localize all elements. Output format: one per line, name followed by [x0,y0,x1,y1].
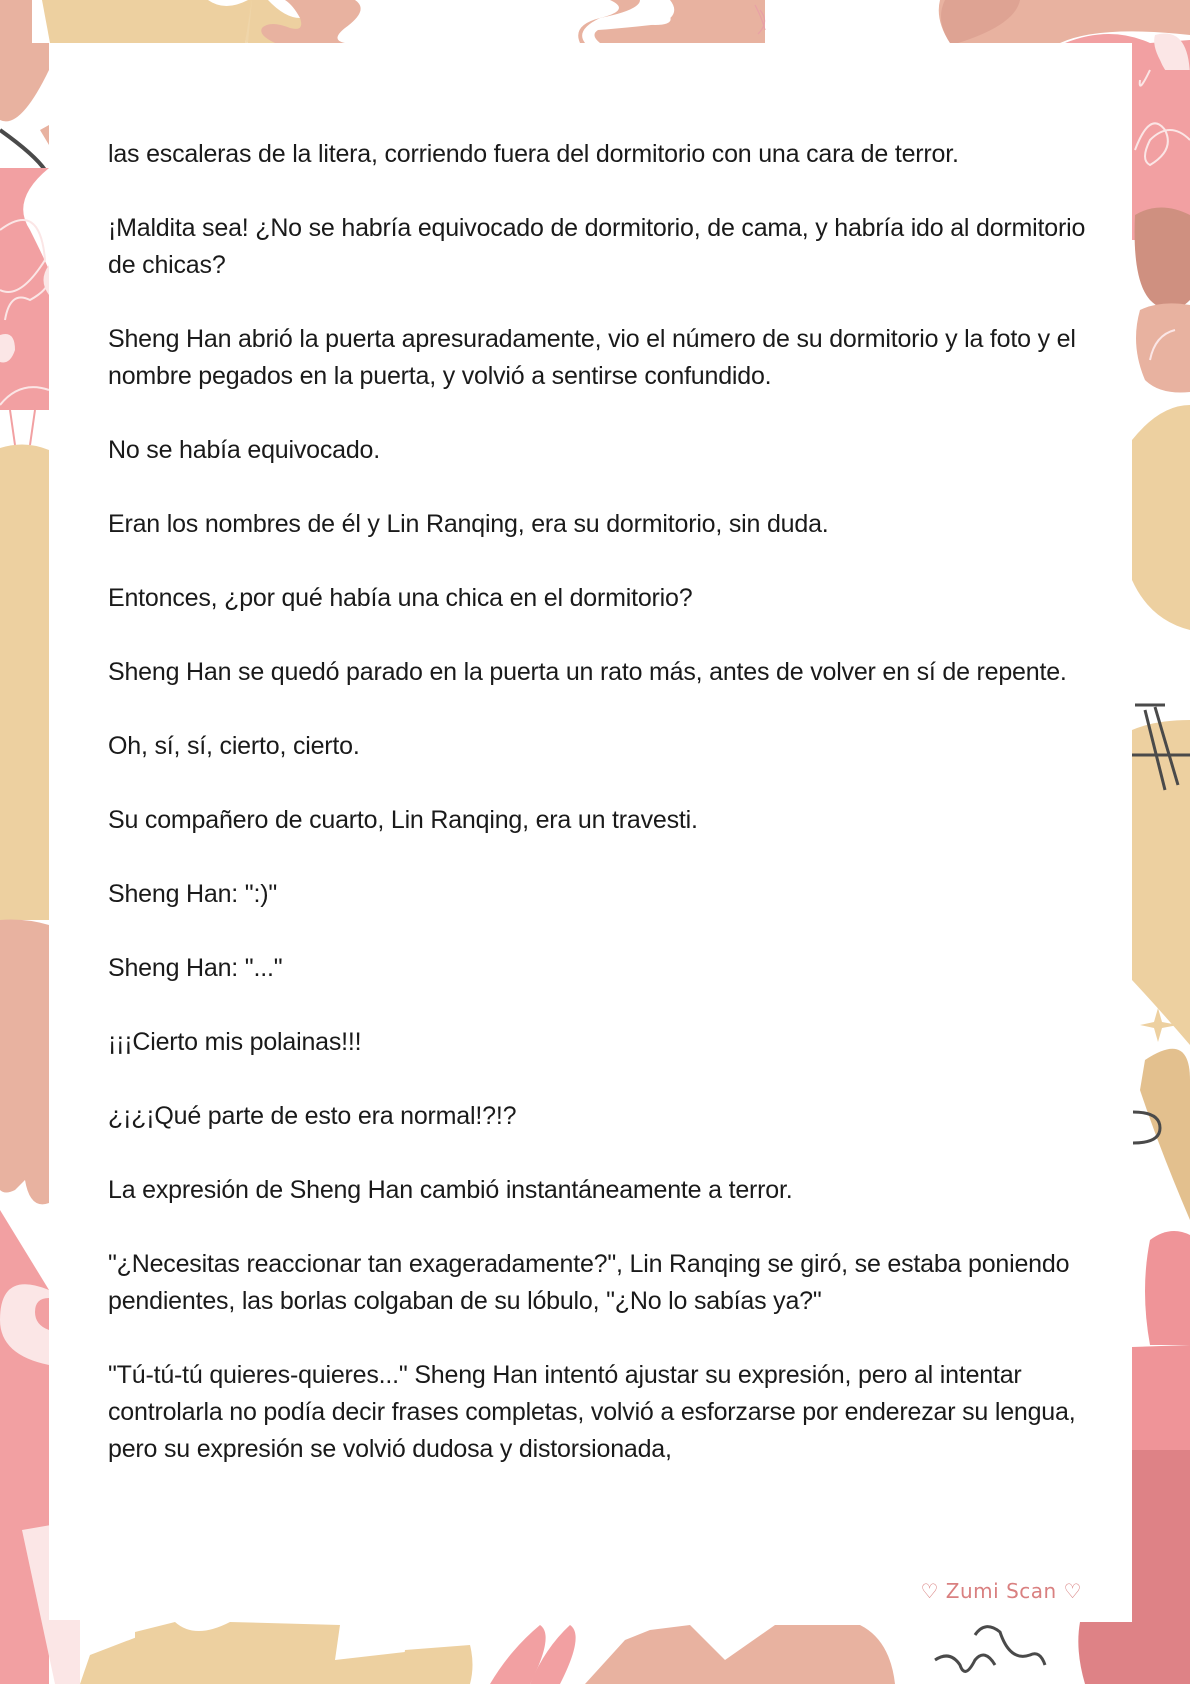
paragraph: "¿Necesitas reaccionar tan exageradamente?", Lin Ranqing se giró, se estaba poniendo pendientes, las borlas colgaban de su lóbulo, "¿No lo sabías ya?" [108,1250,1070,1315]
paragraph: las escaleras de la litera, corriendo fuera del dormitorio con una cara de terror. [108,140,959,168]
paragraph: ¡¡¡Cierto mis polainas!!! [108,1028,362,1056]
chapter-text [108,136,1098,1505]
paragraph: Sheng Han abrió la puerta apresuradamente, vio el número de su dormitorio y la foto y el nombre pegados en la puerta, y volvió a sentirse confundido. [108,325,1076,390]
paragraph: Entonces, ¿por qué había una chica en el dormitorio? [108,584,693,612]
paragraph: Su compañero de cuarto, Lin Ranqing, era un travesti. [108,806,698,834]
paragraph: La expresión de Sheng Han cambió instantáneamente a terror. [108,1176,793,1204]
paragraph: Sheng Han: "..." [108,954,283,982]
paragraph: Sheng Han: ":)" [108,880,278,908]
paragraph: "Tú-tú-tú quieres-quieres..." Sheng Han intentó ajustar su expresión, pero al intentar controlarla no podía decir frases completas, volvió a esforzarse por enderezar su lengua, pero su expresión se volvió dudosa y distorsionada, [108,1361,1076,1463]
paragraph: Oh, sí, sí, cierto, cierto. [108,732,360,760]
scanlation-watermark: ♡ Zumi Scan ♡ [920,1579,1082,1603]
paragraph: No se había equivocado. [108,436,380,464]
paragraph: Eran los nombres de él y Lin Ranqing, era su dormitorio, sin duda. [108,510,829,538]
paragraph: Sheng Han se quedó parado en la puerta un rato más, antes de volver en sí de repente. [108,658,1067,686]
paragraph: ¡Maldita sea! ¿No se habría equivocado de dormitorio, de cama, y habría ido al dormitorio de chicas? [108,214,1086,279]
paragraph: ¿¡¿¡Qué parte de esto era normal!?!? [108,1102,517,1130]
